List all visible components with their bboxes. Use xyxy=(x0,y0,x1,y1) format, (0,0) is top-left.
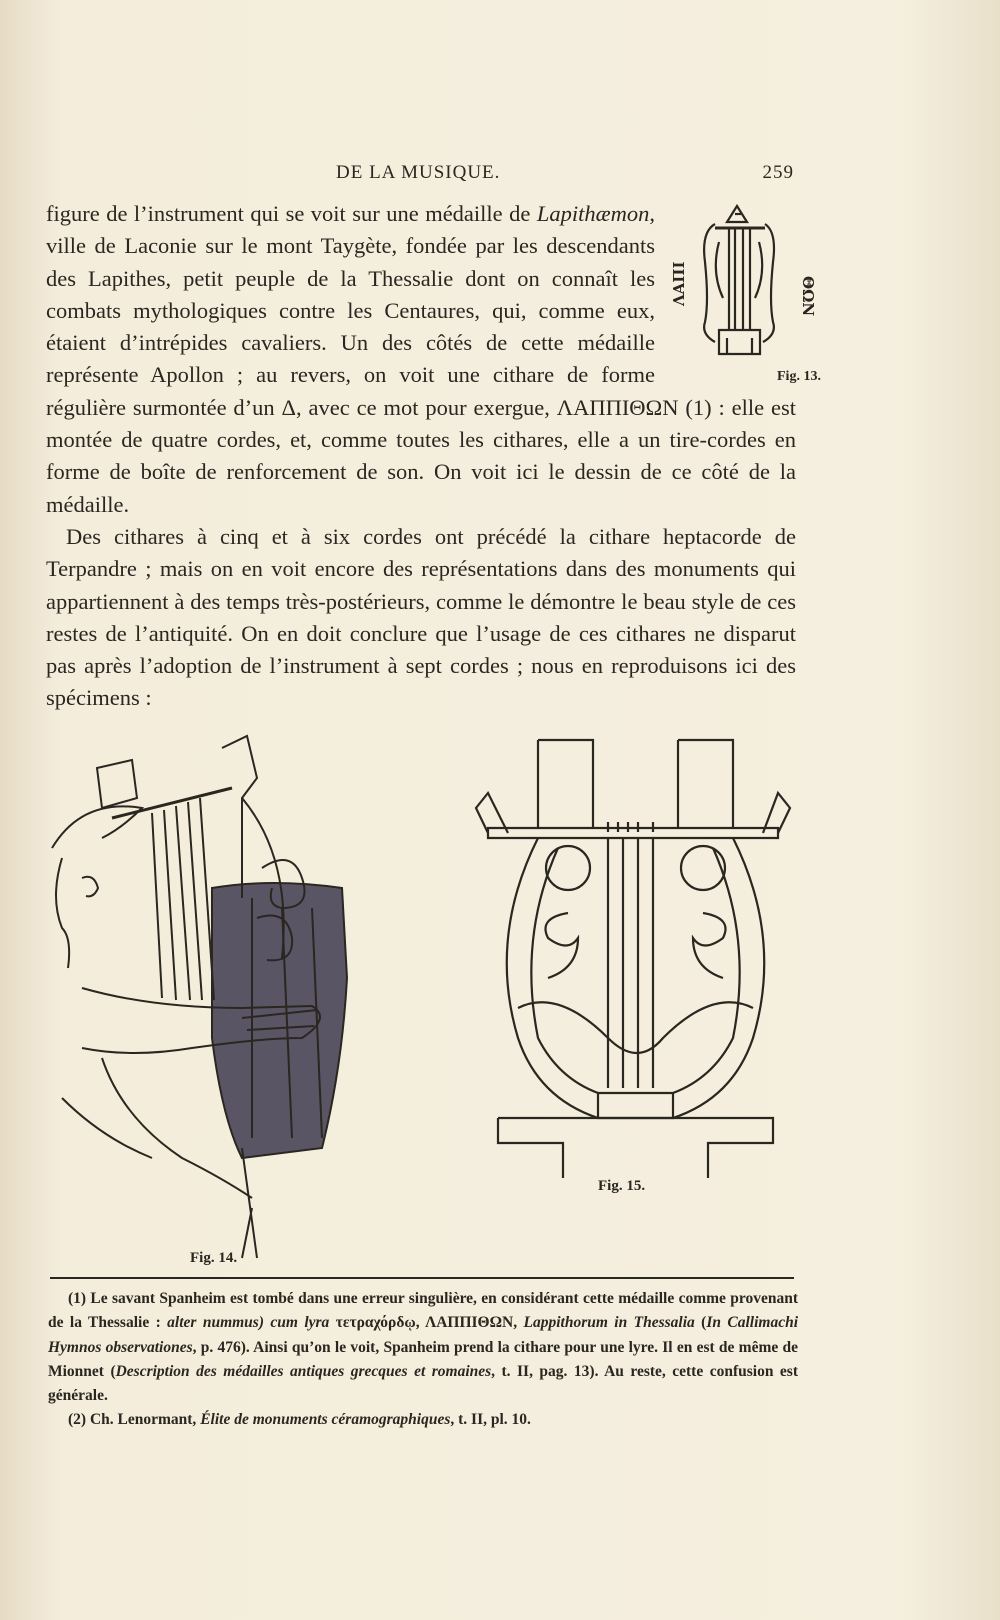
medal-legend-right: ΘΩΝ xyxy=(799,276,817,317)
paragraph-2: Des cithares à cinq et à six cordes ont précédé la cithare heptacorde de Terpandre ; mais on en voit encore des représentations dans des monuments qui appartiennent à des temps très-postérieurs, comme le démontre le beau style de ces restes de l’antiquité. On en doit conclure que l’usage de ces cithares ne disparut pas après l’adoption de l’instrument à sept cordes ; nous en reproduisons ici des spécimens : xyxy=(46,523,796,711)
footnote-2-ref: , t. II, pl. 10. xyxy=(450,1411,531,1429)
footnote-1-text-2: , p. 476). Ainsi qu’on le voit, Spanheim prend la cithare pour une lyre. Il en est de même de Mionnet ( xyxy=(48,1338,798,1380)
footnote-1-work-title-2: Description des médailles antiques grecques et romaines xyxy=(115,1362,492,1380)
footnote-1-paren: ( xyxy=(694,1314,707,1332)
medal-cithara-drawing xyxy=(665,202,817,362)
footnote-1-text-3: , t. II, pag. 13). Au reste, cette confusion est générale. xyxy=(48,1362,798,1405)
footnote-1-latin-2: Lappithorum in Thessalia xyxy=(523,1314,695,1332)
medal-legend-left: ΛΑΠΙ xyxy=(670,261,688,306)
figure-14-caption: Fig. 14. xyxy=(190,1250,238,1266)
footnote-1-work-title: In Callimachi Hymnos observationes xyxy=(48,1314,799,1356)
running-title: DE LA MUSIQUE. xyxy=(336,162,501,183)
footnote-1-latin: alter nummus) cum lyra xyxy=(167,1314,330,1332)
footnote-2 xyxy=(48,1408,798,1432)
footnote-1-greek: τετραχόρδῳ, ΛΑΠΠΙΘΩΝ, xyxy=(329,1314,524,1332)
figure-15-drawing xyxy=(478,738,798,1213)
footnote-rule xyxy=(50,1277,794,1279)
figure-13-caption: Fig. 13. xyxy=(777,369,821,384)
footnote-1-text: (1) Le savant Spanheim est tombé dans une erreur singulière, en considérant cette médaille comme provenant de la Thessalie : xyxy=(48,1290,798,1332)
paragraph-1-rest: , ville de Laconie sur le mont Taygète, fondée par les descendants des Lapithes, petit peuple de la Thessalie dont on connaît les combats mythologiques contre les Centaures, qui, comme eux, étaient d’intrépides cavaliers. Un des côtés de cette médaille représente Apollon ; au revers, on voit une cithare de forme régulière surmontée d’un Δ, avec ce mot pour exergue, ΛΑΠΠΙΘΩΝ (1) : elle est montée de quatre cordes, et, comme toutes les cithares, elle a un tire-cordes en forme de boîte de renforcement de son. On voit ici le dessin de ce côté de la médaille. xyxy=(46,201,796,517)
paragraph-1-start: figure de l’instrument qui se voit sur une médaille de xyxy=(46,201,537,226)
figure-14-drawing xyxy=(42,738,362,1263)
place-name-italic: Lapithæmon xyxy=(536,201,650,226)
footnote-1 xyxy=(48,1287,798,1408)
footnote-2-text: (2) Ch. Lenormant, xyxy=(68,1411,201,1429)
page-header xyxy=(46,162,794,190)
figure-15-caption: Fig. 15. xyxy=(598,1178,646,1194)
paragraph-1 xyxy=(46,198,821,521)
footnotes xyxy=(48,1287,798,1433)
main-text xyxy=(46,198,821,715)
page-number: 259 xyxy=(762,162,794,183)
footnote-2-work-title: Élite de monuments céramographiques xyxy=(200,1411,451,1429)
figure-13 xyxy=(665,202,821,384)
